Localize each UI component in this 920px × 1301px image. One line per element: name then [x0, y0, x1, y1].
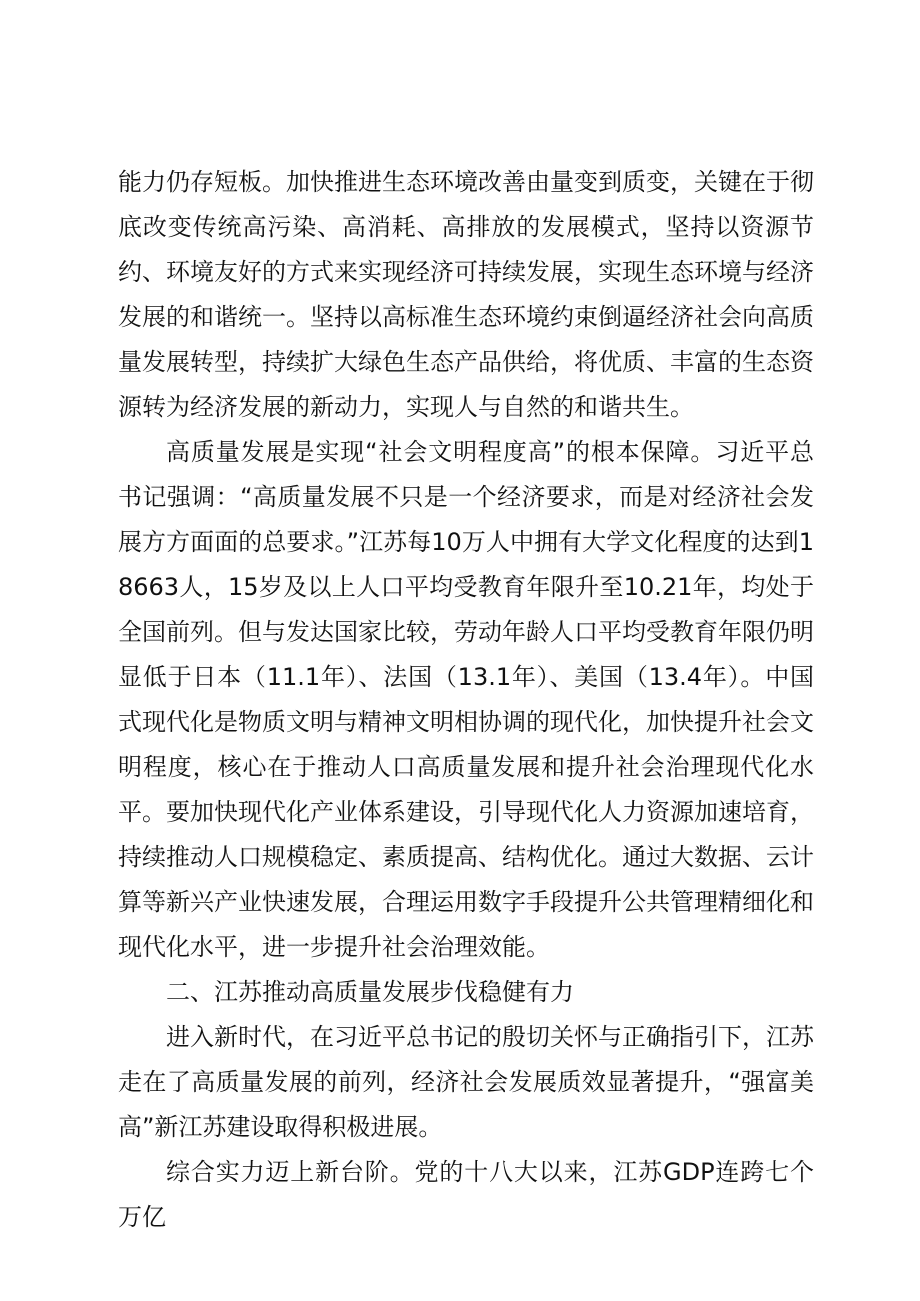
section-heading-2: 二、江苏推动高质量发展步伐稳健有力 — [166, 978, 574, 1006]
paragraph-ecology: 能力仍存短板。加快推进生态环境改善由量变到质变，关键在于彻底改变传统高污染、高消耗、高排放的发展模式，坚持以资源节约、环境友好的方式来实现经济可持续发展，实现生态环境与经济发展的和谐统一。坚持以高标准生态环境约束倒逼经济社会向高质量发展转型，持续扩大绿色生态产品供给，将优质、丰富的生态资源转为经济发展的新动力，实现人与自然的和谐共生。 — [118, 168, 814, 421]
document-body — [118, 160, 814, 1240]
paragraph-new-era: 进入新时代，在习近平总书记的殷切关怀与正确指引下，江苏走在了高质量发展的前列，经济社会发展质效显著提升，“强富美高”新江苏建设取得积极进展。 — [118, 1023, 814, 1141]
paragraph-comprehensive-strength: 综合实力迈上新台阶。党的十八大以来，江苏GDP连跨七个万亿 — [118, 1158, 814, 1231]
paragraph-social-civilization: 高质量发展是实现“社会文明程度高”的根本保障。习近平总书记强调：“高质量发展不只是一个经济要求，而是对经济社会发展方方面面的总要求。”江苏每10万人中拥有大学文化程度的达到18663人，15岁及以上人口平均受教育年限升至10.21年，均处于全国前列。但与发达国家比较，劳动年龄人口平均受教育年限仍明显低于日本（11.1年）、法国（13.1年）、美国（13.4年）。中国式现代化是物质文明与精神文明相协调的现代化，加快提升社会文明程度，核心在于推动人口高质量发展和提升社会治理现代化水平。要加快现代化产业体系建设，引导现代化人力资源加速培育，持续推动人口规模稳定、素质提高、结构优化。通过大数据、云计算等新兴产业快速发展，合理运用数字手段提升公共管理精细化和现代化水平，进一步提升社会治理效能。 — [118, 438, 814, 961]
